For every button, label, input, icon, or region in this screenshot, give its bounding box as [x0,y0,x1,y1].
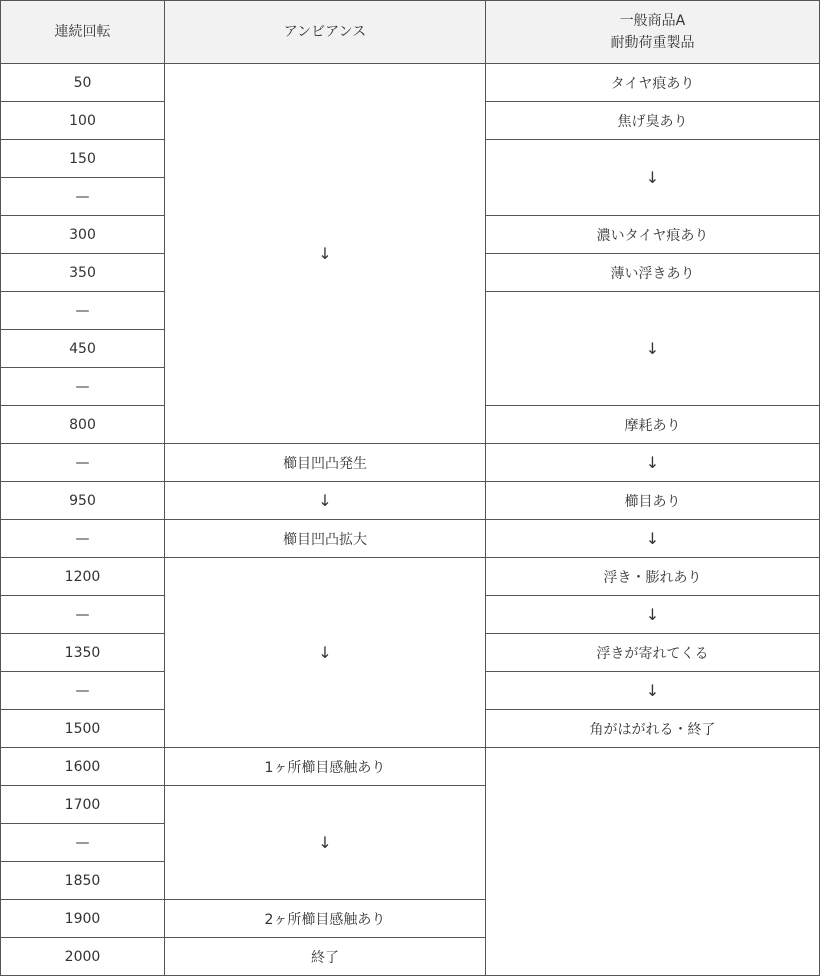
table-row [1,520,820,558]
ambiance-cell: 2ヶ所櫛目感触あり [165,900,486,938]
general-cell: ↓ [485,140,819,216]
general-cell: 薄い浮きあり [485,254,819,292]
rotation-cell: — [1,672,165,710]
general-cell: 角がはがれる・終了 [485,710,819,748]
general-cell: タイヤ痕あり [485,64,819,102]
rotation-cell: 1700 [1,786,165,824]
rotation-cell: 1500 [1,710,165,748]
rotation-cell: 50 [1,64,165,102]
general-cell: 櫛目あり [485,482,819,520]
ambiance-cell: 櫛目凹凸発生 [165,444,486,482]
rotation-cell: 2000 [1,938,165,976]
general-cell: 浮き・膨れあり [485,558,819,596]
rotation-cell: — [1,178,165,216]
general-cell: 濃いタイヤ痕あり [485,216,819,254]
rotation-cell: 450 [1,330,165,368]
rotation-cell: — [1,824,165,862]
general-cell: ↓ [485,596,819,634]
rotation-cell: 150 [1,140,165,178]
ambiance-cell: ↓ [165,64,486,444]
table-row [1,444,820,482]
ambiance-cell: ↓ [165,786,486,900]
header-rotation: 連続回転 [1,1,165,64]
table-row [1,558,820,596]
general-cell: ↓ [485,292,819,406]
table-row [1,64,820,102]
table-row [1,482,820,520]
table-row [1,748,820,786]
rotation-cell: 1200 [1,558,165,596]
header-general-product [485,1,819,64]
general-cell: 摩耗あり [485,406,819,444]
rotation-cell: 800 [1,406,165,444]
rotation-cell: 350 [1,254,165,292]
rotation-cell: — [1,292,165,330]
rotation-cell: 100 [1,102,165,140]
rotation-cell: — [1,444,165,482]
rotation-cell: 300 [1,216,165,254]
rotation-cell: — [1,520,165,558]
rotation-cell: 1350 [1,634,165,672]
general-cell: ↓ [485,672,819,710]
rotation-cell: — [1,596,165,634]
header-general-line2: 耐動荷重製品 [610,35,695,51]
rotation-cell: 1850 [1,862,165,900]
header-general-line1: 一般商品A [619,13,686,29]
rotation-cell: — [1,368,165,406]
general-cell: 焦げ臭あり [485,102,819,140]
ambiance-cell: 櫛目凹凸拡大 [165,520,486,558]
rotation-cell: 1600 [1,748,165,786]
general-cell: 浮きが寄れてくる [485,634,819,672]
rotation-cell: 1900 [1,900,165,938]
general-cell: ↓ [485,444,819,482]
ambiance-cell: 1ヶ所櫛目感触あり [165,748,486,786]
ambiance-cell: ↓ [165,482,486,520]
ambiance-cell: ↓ [165,558,486,748]
header-row [1,1,820,64]
ambiance-cell: 終了 [165,938,486,976]
general-cell-empty [485,748,819,976]
general-cell: ↓ [485,520,819,558]
header-ambiance: アンビアンス [165,1,486,64]
rotation-cell: 950 [1,482,165,520]
